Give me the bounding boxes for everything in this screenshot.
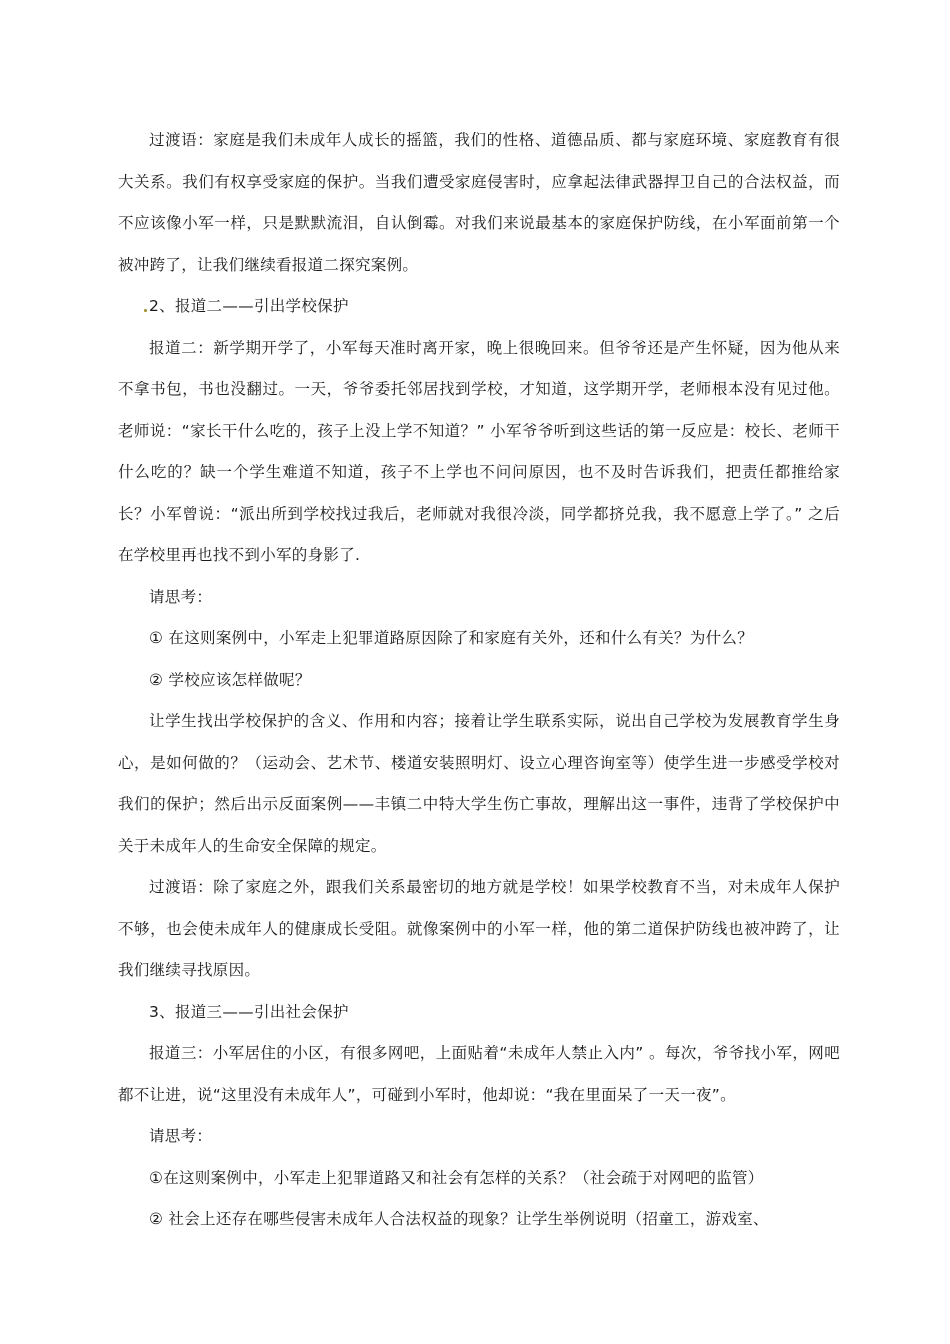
question-item: ①在这则案例中，小军走上犯罪道路又和社会有怎样的关系？（社会疏于对网吧的监管） [149, 1168, 764, 1187]
section-heading-report-2 [118, 286, 840, 328]
transition-paragraph-1: 过渡语：家庭是我们未成年人成长的摇篮，我们的性格、道德品质、都与家庭环境、家庭教育有很大关系。我们有权享受家庭的保护。当我们遭受家庭侵害时，应拿起法律武器捍卫自己的合法权益，而不应该像小军一样，只是默默流泪，自认倒霉。对我们来说最基本的家庭保护防线，在小军面前第一个被冲跨了，让我们继续看报道二探究案例。 [118, 131, 840, 274]
question-item: ② 学校应该怎样做呢？ [149, 670, 311, 689]
decorative-dot-icon [144, 309, 147, 312]
document-body [118, 120, 840, 1241]
think-label: 请思考： [149, 1127, 213, 1145]
think-label: 请思考： [149, 587, 213, 606]
report-2-paragraph: 报道二：新学期开学了，小军每天准时离开家，晚上很晚回来。但爷爷还是产生怀疑，因为他从来不拿书包，书也没翻过。一天，爷爷委托邻居找到学校，才知道，这学期开学，老师根本没有见过他。老师说：“家长干什么吃的，孩子上没上学不知道？” 小军爷爷听到这些话的第一反应是：校长、老师干什么吃的？缺一个学生难道不知道，孩子不上学也不问问原因，也不及时告诉我们，把责任都推给家长？小军曾说：“派出所到学校找过我后，老师就对我很冷淡，同学都挤兑我，我不愿意上学了。” 之后在学校里再也找不到小军的身影了. [118, 338, 840, 564]
report-3-paragraph: 报道三：小军居住的小区，有很多网吧，上面贴着“未成年人禁止入内” 。每次，爷爷找小军，网吧都不让进，说“这里没有未成年人”，可碰到小军时，他却说：“我在里面呆了一天一夜”。 [118, 1044, 840, 1104]
question-item: ① 在这则案例中，小军走上犯罪道路原因除了和家庭有关外，还和什么有关？为什么？ [149, 629, 754, 647]
section-heading-report-3 [118, 992, 840, 1034]
section-heading-text: 2、报道二——引出学校保护 [149, 297, 349, 315]
activity-paragraph: 让学生找出学校保护的含义、作用和内容；接着让学生联系实际，说出自己学校为发展教育学生身心，是如何做的？（运动会、艺术节、楼道安装照明灯、设立心理咨询室等）使学生进一步感受学校对我们的保护；然后出示反面案例——丰镇二中特大学生伤亡事故，理解出这一事件，违背了学校保护中关于未成年人的生命安全保障的规定。 [118, 712, 840, 855]
section-heading-text: 3、报道三——引出社会保护 [149, 1002, 349, 1021]
transition-paragraph-2: 过渡语：除了家庭之外，跟我们关系最密切的地方就是学校！如果学校教育不当，对未成年人保护不够，也会使未成年人的健康成长受阻。就像案例中的小军一样，他的第二道保护防线也被冲跨了，让我们继续寻找原因。 [118, 878, 840, 979]
question-item: ② 社会上还存在哪些侵害未成年人合法权益的现象？让学生举例说明（招童工，游戏室、 [149, 1210, 769, 1228]
